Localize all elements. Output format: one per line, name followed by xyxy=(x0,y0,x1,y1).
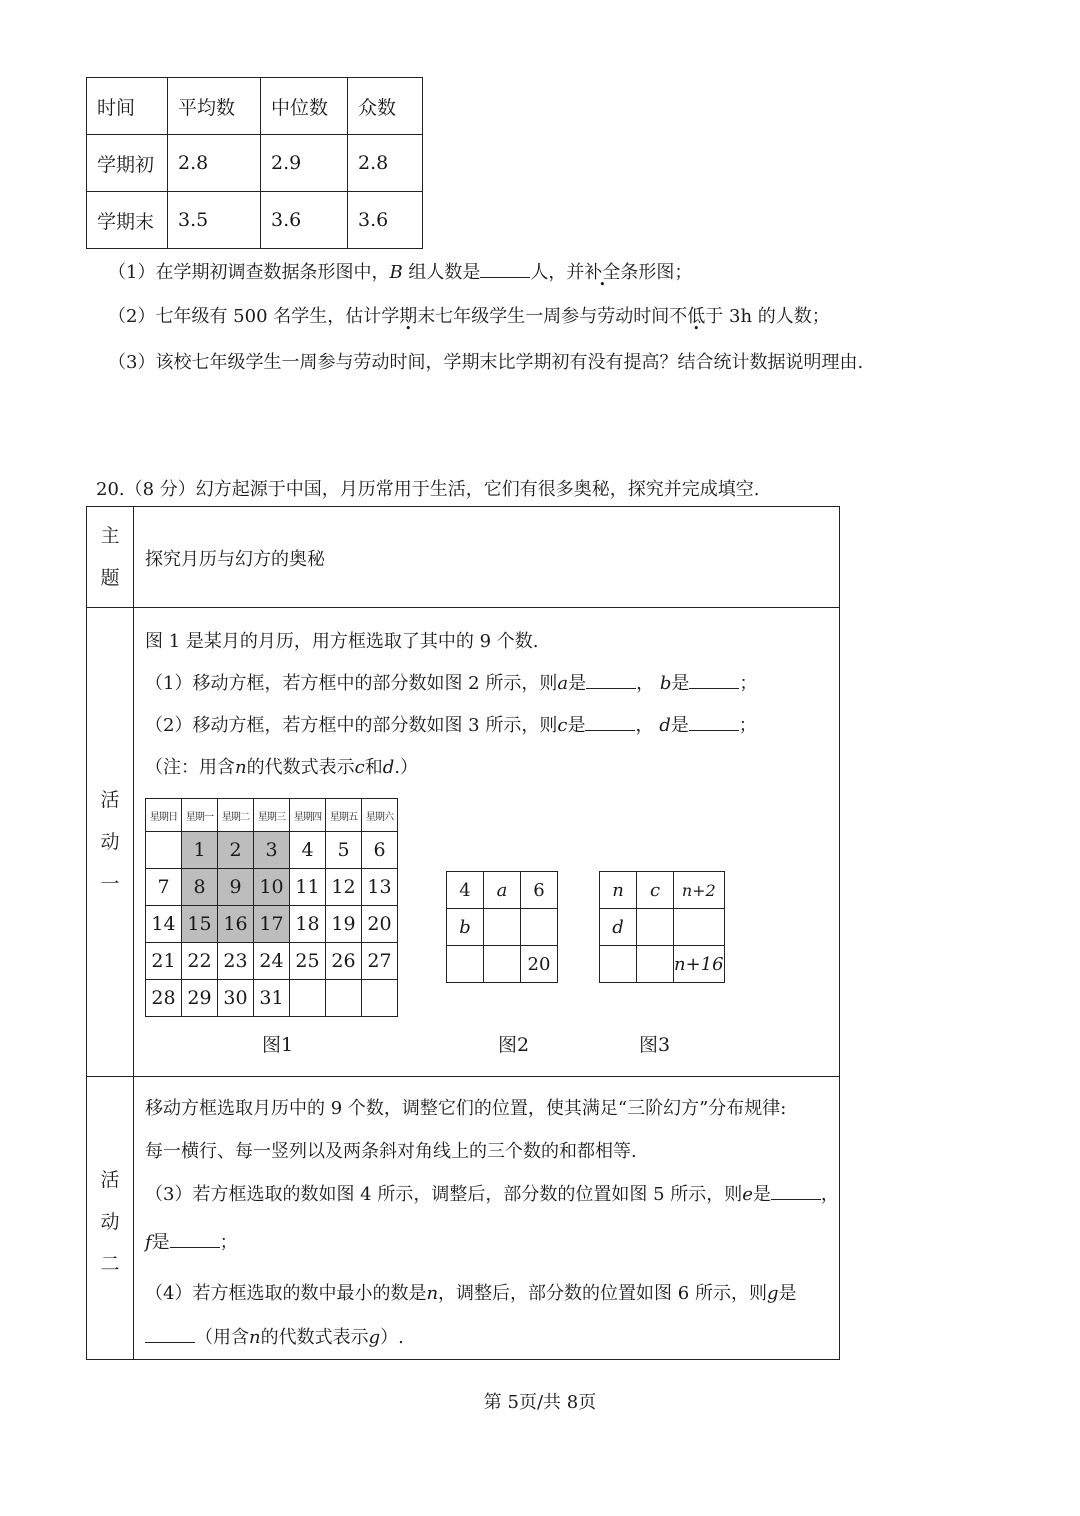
figure-3-caption: 图3 xyxy=(639,1034,671,1056)
grid-figure-3 xyxy=(599,871,725,983)
label-char: 活 xyxy=(100,789,120,811)
variable: d xyxy=(382,757,395,778)
grid-cell xyxy=(484,909,521,946)
row-divider xyxy=(87,607,839,608)
topic-label xyxy=(87,515,133,599)
label-char: 动 xyxy=(100,831,120,853)
weekday-label: 星期二 xyxy=(218,799,254,832)
text: ； xyxy=(219,1232,238,1253)
table-cell: 3.5 xyxy=(168,192,261,249)
calendar-cell: 25 xyxy=(290,943,326,980)
calendar-row xyxy=(146,906,398,943)
calendar-cell-selected: 15 xyxy=(182,906,218,943)
activity-1-line-2 xyxy=(145,669,757,695)
calendar-cell-selected: 3 xyxy=(254,832,290,869)
table-cell: 3.6 xyxy=(348,192,423,249)
calendar-cell: 11 xyxy=(290,869,326,906)
calendar-header-row xyxy=(146,799,398,832)
q1-variable: B xyxy=(389,262,403,283)
activity-1-line-3 xyxy=(145,711,757,737)
text: 是 xyxy=(671,673,690,694)
answer-blank[interactable] xyxy=(480,263,530,278)
variable: b xyxy=(659,673,672,694)
page-number: 第 5页/共 8页 xyxy=(483,1392,597,1413)
table-row xyxy=(87,192,423,249)
table-header-cell: 中位数 xyxy=(261,78,348,135)
activity-1-label xyxy=(87,779,133,905)
activity-2-line-6 xyxy=(145,1323,404,1349)
calendar-cell: 22 xyxy=(182,943,218,980)
figure-2-caption: 图2 xyxy=(498,1034,530,1056)
text: 是 xyxy=(567,715,586,736)
text: （注：用含 xyxy=(145,757,235,778)
variable: n xyxy=(235,757,247,778)
grid-cell: 20 xyxy=(521,946,558,983)
calendar-cell: 29 xyxy=(182,980,218,1017)
grid-cell: d xyxy=(600,909,637,946)
calendar-cell-selected: 16 xyxy=(218,906,254,943)
calendar-cell: 27 xyxy=(362,943,398,980)
text: ； xyxy=(739,673,758,694)
calendar-cell: 26 xyxy=(326,943,362,980)
grid-cell: n+16 xyxy=(674,946,725,983)
label-char: 题 xyxy=(100,567,120,589)
q2-text: 七年级学生一周参与劳动时间 xyxy=(435,306,670,327)
q2-text: （2）七年级有 500 名学生，估计 xyxy=(108,306,382,327)
text: .） xyxy=(394,757,418,778)
grid-cell xyxy=(637,946,674,983)
weekday-label: 星期六 xyxy=(362,799,398,832)
text: ， xyxy=(636,673,655,694)
calendar-cell xyxy=(290,980,326,1017)
text: 是 xyxy=(778,1283,797,1304)
answer-blank[interactable] xyxy=(689,716,739,731)
table-row xyxy=(87,135,423,192)
text: 是 xyxy=(670,715,689,736)
calendar-cell: 31 xyxy=(254,980,290,1017)
activity-1-line-1: 图 1 是某月的月历，用方框选取了其中的 9 个数. xyxy=(145,631,539,652)
table-cell: 2.9 xyxy=(261,135,348,192)
table-row xyxy=(87,78,423,135)
grid-cell: n+2 xyxy=(674,872,725,909)
table-cell: 2.8 xyxy=(168,135,261,192)
activity-2-label xyxy=(87,1159,133,1285)
q1-text: 条形图； xyxy=(620,262,693,283)
label-char: 一 xyxy=(100,873,120,895)
weekday-label: 星期五 xyxy=(326,799,362,832)
variable: e xyxy=(742,1184,753,1205)
table-cell: 学期初 xyxy=(87,135,168,192)
calendar-cell-selected: 2 xyxy=(218,832,254,869)
grid-figure-2 xyxy=(446,871,558,983)
calendar-cell: 23 xyxy=(218,943,254,980)
q1-text: 人，并 xyxy=(530,262,585,283)
text: ， xyxy=(820,1184,839,1205)
emphasis-text: 补全 xyxy=(584,262,621,283)
variable: g xyxy=(368,1327,381,1348)
weekday-label: 星期一 xyxy=(182,799,218,832)
calendar-row xyxy=(146,943,398,980)
variable: f xyxy=(145,1232,152,1253)
activity-2-line-1: 移动方框选取月历中的 9 个数，调整它们的位置，使其满足“三阶幻方”分布规律: xyxy=(145,1098,787,1119)
calendar-row xyxy=(146,980,398,1017)
calendar-cell xyxy=(146,832,182,869)
grid-cell: a xyxy=(484,872,521,909)
calendar-cell-selected: 10 xyxy=(254,869,290,906)
grid-row xyxy=(600,909,725,946)
label-char: 主 xyxy=(100,525,120,547)
text: 和 xyxy=(364,757,383,778)
calendar-cell: 12 xyxy=(326,869,362,906)
calendar-cell: 13 xyxy=(362,869,398,906)
text: 的代数式表示 xyxy=(260,1327,369,1348)
text: （用含 xyxy=(195,1327,249,1348)
emphasis-text: 学期末 xyxy=(381,306,436,327)
calendar-cell xyxy=(326,980,362,1017)
activity-2-line-3 xyxy=(145,1180,839,1206)
variable: n xyxy=(249,1327,261,1348)
grid-cell xyxy=(674,909,725,946)
question-19-part-2 xyxy=(108,302,830,328)
calendar-cell: 5 xyxy=(326,832,362,869)
grid-row xyxy=(600,872,725,909)
grid-cell xyxy=(521,909,558,946)
answer-blank[interactable] xyxy=(585,716,635,731)
grid-cell: 4 xyxy=(447,872,484,909)
q1-text: （1）在学期初调查数据条形图中， xyxy=(108,262,390,283)
calendar-cell: 28 xyxy=(146,980,182,1017)
answer-blank[interactable] xyxy=(145,1328,195,1343)
figure-1-caption: 图1 xyxy=(262,1034,294,1056)
calendar-figure-1 xyxy=(145,798,398,1017)
grid-cell xyxy=(637,909,674,946)
answer-blank[interactable] xyxy=(586,674,636,689)
calendar-cell: 20 xyxy=(362,906,398,943)
calendar-cell-selected: 8 xyxy=(182,869,218,906)
text: ，调整后，部分数的位置如图 6 所示，则 xyxy=(438,1283,767,1304)
calendar-row xyxy=(146,869,398,906)
grid-row xyxy=(447,946,558,983)
grid-cell xyxy=(600,946,637,983)
grid-cell: c xyxy=(637,872,674,909)
table-cell: 2.8 xyxy=(348,135,423,192)
table-header-cell: 时间 xyxy=(87,78,168,135)
calendar-cell-selected: 17 xyxy=(254,906,290,943)
table-cell: 3.6 xyxy=(261,192,348,249)
question-19-part-1 xyxy=(108,258,692,284)
text: ； xyxy=(738,715,757,736)
q2-text: 3h 的人数； xyxy=(723,306,830,327)
grid-cell xyxy=(484,946,521,983)
variable: d xyxy=(659,715,671,736)
text: （3）若方框选取的数如图 4 所示，调整后，部分数的位置如图 5 所示，则 xyxy=(145,1184,743,1205)
answer-blank[interactable] xyxy=(771,1185,821,1200)
weekday-label: 星期三 xyxy=(254,799,290,832)
text: 是 xyxy=(752,1184,771,1205)
grid-row xyxy=(600,946,725,983)
calendar-cell: 18 xyxy=(290,906,326,943)
label-char: 动 xyxy=(100,1211,120,1233)
weekday-label: 星期四 xyxy=(290,799,326,832)
text: （1）移动方框，若方框中的部分数如图 2 所示，则 xyxy=(145,673,558,694)
stats-table xyxy=(86,77,423,249)
variable: c xyxy=(557,715,568,736)
variable: n xyxy=(426,1283,439,1304)
question-20-intro: 20.（8 分）幻方起源于中国，月历常用于生活，它们有很多奥秘，探究并完成填空. xyxy=(96,479,760,500)
variable: c xyxy=(354,757,365,778)
text: （4）若方框选取的数中最小的数是 xyxy=(145,1283,427,1304)
calendar-cell: 6 xyxy=(362,832,398,869)
grid-row xyxy=(447,909,558,946)
calendar-cell xyxy=(362,980,398,1017)
label-char: 二 xyxy=(100,1253,120,1275)
grid-row xyxy=(447,872,558,909)
calendar-cell-selected: 9 xyxy=(218,869,254,906)
text: 的代数式表示 xyxy=(246,757,355,778)
calendar-cell: 14 xyxy=(146,906,182,943)
answer-blank[interactable] xyxy=(170,1233,220,1248)
text: 是 xyxy=(151,1232,170,1253)
calendar-cell-selected: 1 xyxy=(182,832,218,869)
grid-cell: b xyxy=(447,909,484,946)
question-19-part-3: （3）该校七年级学生一周参与劳动时间，学期末比学期初有没有提高？结合统计数据说明理由. xyxy=(108,352,864,373)
topic-text: 探究月历与幻方的奥秘 xyxy=(145,549,325,570)
emphasis-text: 不低于 xyxy=(669,306,724,327)
variable: g xyxy=(766,1283,779,1304)
calendar-row xyxy=(146,832,398,869)
q1-text: 组人数是 xyxy=(402,262,481,283)
grid-cell: 6 xyxy=(521,872,558,909)
row-divider xyxy=(87,1076,839,1077)
activity-2-line-2: 每一横行、每一竖列以及两条斜对角线上的三个数的和都相等. xyxy=(145,1141,637,1162)
calendar-cell: 21 xyxy=(146,943,182,980)
activity-1-note xyxy=(145,753,418,779)
grid-cell: n xyxy=(600,872,637,909)
text: ）. xyxy=(380,1327,404,1348)
text: ， xyxy=(635,715,654,736)
calendar-cell: 7 xyxy=(146,869,182,906)
label-char: 活 xyxy=(100,1169,120,1191)
grid-cell xyxy=(447,946,484,983)
weekday-label: 星期日 xyxy=(146,799,182,832)
calendar-cell: 4 xyxy=(290,832,326,869)
column-divider xyxy=(133,507,134,1359)
activity-2-line-4 xyxy=(145,1228,238,1254)
table-header-cell: 平均数 xyxy=(168,78,261,135)
calendar-cell: 24 xyxy=(254,943,290,980)
table-cell: 学期末 xyxy=(87,192,168,249)
variable: a xyxy=(557,673,569,694)
activity-2-line-5 xyxy=(145,1279,796,1305)
calendar-cell: 19 xyxy=(326,906,362,943)
text: 是 xyxy=(568,673,587,694)
calendar-cell: 30 xyxy=(218,980,254,1017)
table-header-cell: 众数 xyxy=(348,78,423,135)
answer-blank[interactable] xyxy=(689,674,739,689)
text: （2）移动方框，若方框中的部分数如图 3 所示，则 xyxy=(145,715,558,736)
